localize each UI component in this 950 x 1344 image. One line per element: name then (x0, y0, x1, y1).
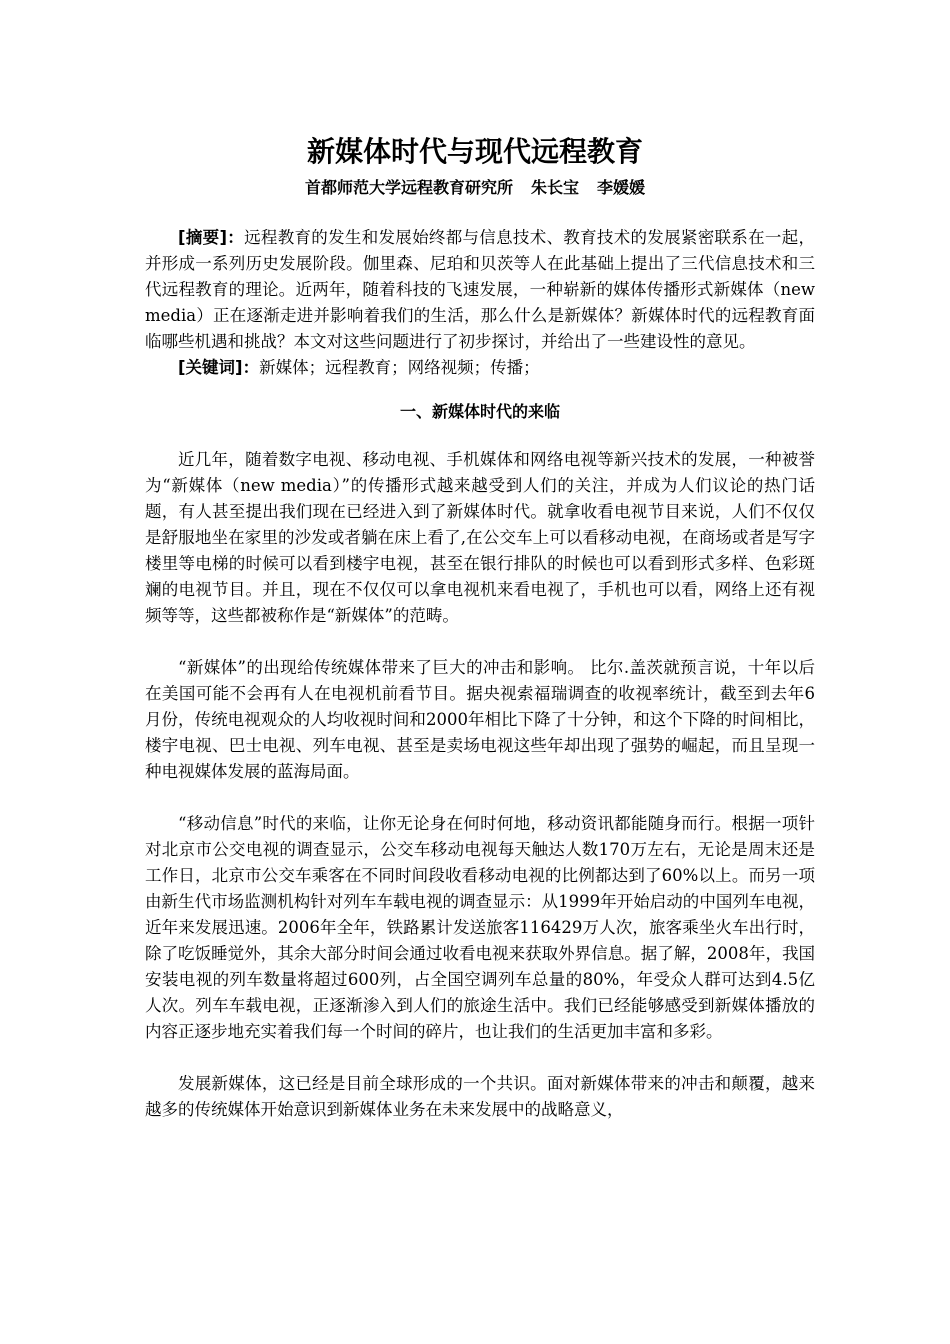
paper-title: 新媒体时代与现代远程教育 (306, 135, 643, 168)
section-heading: 一、新媒体时代的来临 (399, 402, 560, 421)
body-paragraph: 近几年，随着数字电视、移动电视、手机媒体和网络电视等新兴技术的发展，一种被誉为“新媒体（new media）”的传播形式越来越受到人们的关注，并成为人们议论的热门话题，有人甚至提出我们现在已经进入到了新媒体时代。就拿收看电视节目来说，人们不仅仅是舒服地坐在家里的沙发或者躺在床上看了,在公交车上可以看移动电视，在商场或者是写字楼里等电梯的时候可以看到楼宇电视，甚至在银行排队的时候也可以看到形式多样、色彩斑斓的电视节目。并且，现在不仅仅可以拿电视机来看电视了，手机也可以看，网络上还有视频等等，这些都被称作是“新媒体”的范畴。 (145, 450, 815, 625)
abstract-text: 远程教育的发生和发展始终都与信息技术、教育技术的发展紧密联系在一起，并形成一系列历史发展阶段。伽里森、尼珀和贝茨等人在此基础上提出了三代信息技术和三代远程教育的理论。近两年，随着科技的飞速发展，一种崭新的媒体传播形式新媒体（new media）正在逐渐走进并影响着我们的生活，那么什么是新媒体？新媒体时代的远程教育面临哪些机遇和挑战？本文对这些问题进行了初步探讨，并给出了一些建设性的意见。 (145, 228, 815, 351)
body-paragraph: “新媒体”的出现给传统媒体带来了巨大的冲击和影响。 比尔.盖茨就预言说，十年以后在美国可能不会再有人在电视机前看节目。据央视索福瑞调查的收视率统计，截至到去年6月份，传统电视观众的人均收视时间和2000年相比下降了十分钟，和这个下降的时间相比，楼宇电视、巴士电视、列车电视、甚至是卖场电视这些年却出现了强势的崛起，而且呈现一种电视媒体发展的蓝海局面。 (145, 658, 815, 781)
abstract-label: [摘要]： (178, 228, 245, 247)
abstract (145, 225, 815, 355)
affiliation: 首都师范大学远程教育研究所 (304, 178, 513, 197)
body-paragraph: “移动信息”时代的来临，让你无论身在何时何地，移动资讯都能随身而行。根据一项针对北京市公交电视的调查显示，公交车移动电视每天触达人数170万左右，无论是周末还是工作日，北京市公交车乘客在不同时间段收看移动电视的比例都达到了60%以上。而另一项由新生代市场监测机构针对列车车载电视的调查显示：从1999年开始启动的中国列车电视，近年来发展迅速。2006年全年，铁路累计发送旅客116429万人次，旅客乘坐火车出行时，除了吃饭睡觉外，其余大部分时间会通过收看电视来获取外界信息。据了解，2008年，我国安装电视的列车数量将超过600列，占全国空调列车总量的80%，年受众人群可达到4.5亿人次。列车车载电视，正逐渐渗入到人们的旅途生活中。我们已经能够感受到新媒体播放的内容正逐步地充实着我们每一个时间的碎片，也让我们的生活更加丰富和多彩。 (145, 814, 815, 1041)
keywords (145, 355, 815, 381)
paper-body (145, 225, 815, 1123)
author-line (0, 176, 950, 200)
author-name: 李媛媛 (597, 178, 646, 197)
body-paragraph: 发展新媒体，这已经是目前全球形成的一个共识。面对新媒体带来的冲击和颠覆，越来越多的传统媒体开始意识到新媒体业务在未来发展中的战略意义， (145, 1074, 815, 1119)
author-name: 朱长宝 (530, 178, 579, 197)
keywords-text: 新媒体；远程教育；网络视频；传播； (259, 358, 540, 377)
keywords-label: [关键词]： (178, 358, 260, 377)
